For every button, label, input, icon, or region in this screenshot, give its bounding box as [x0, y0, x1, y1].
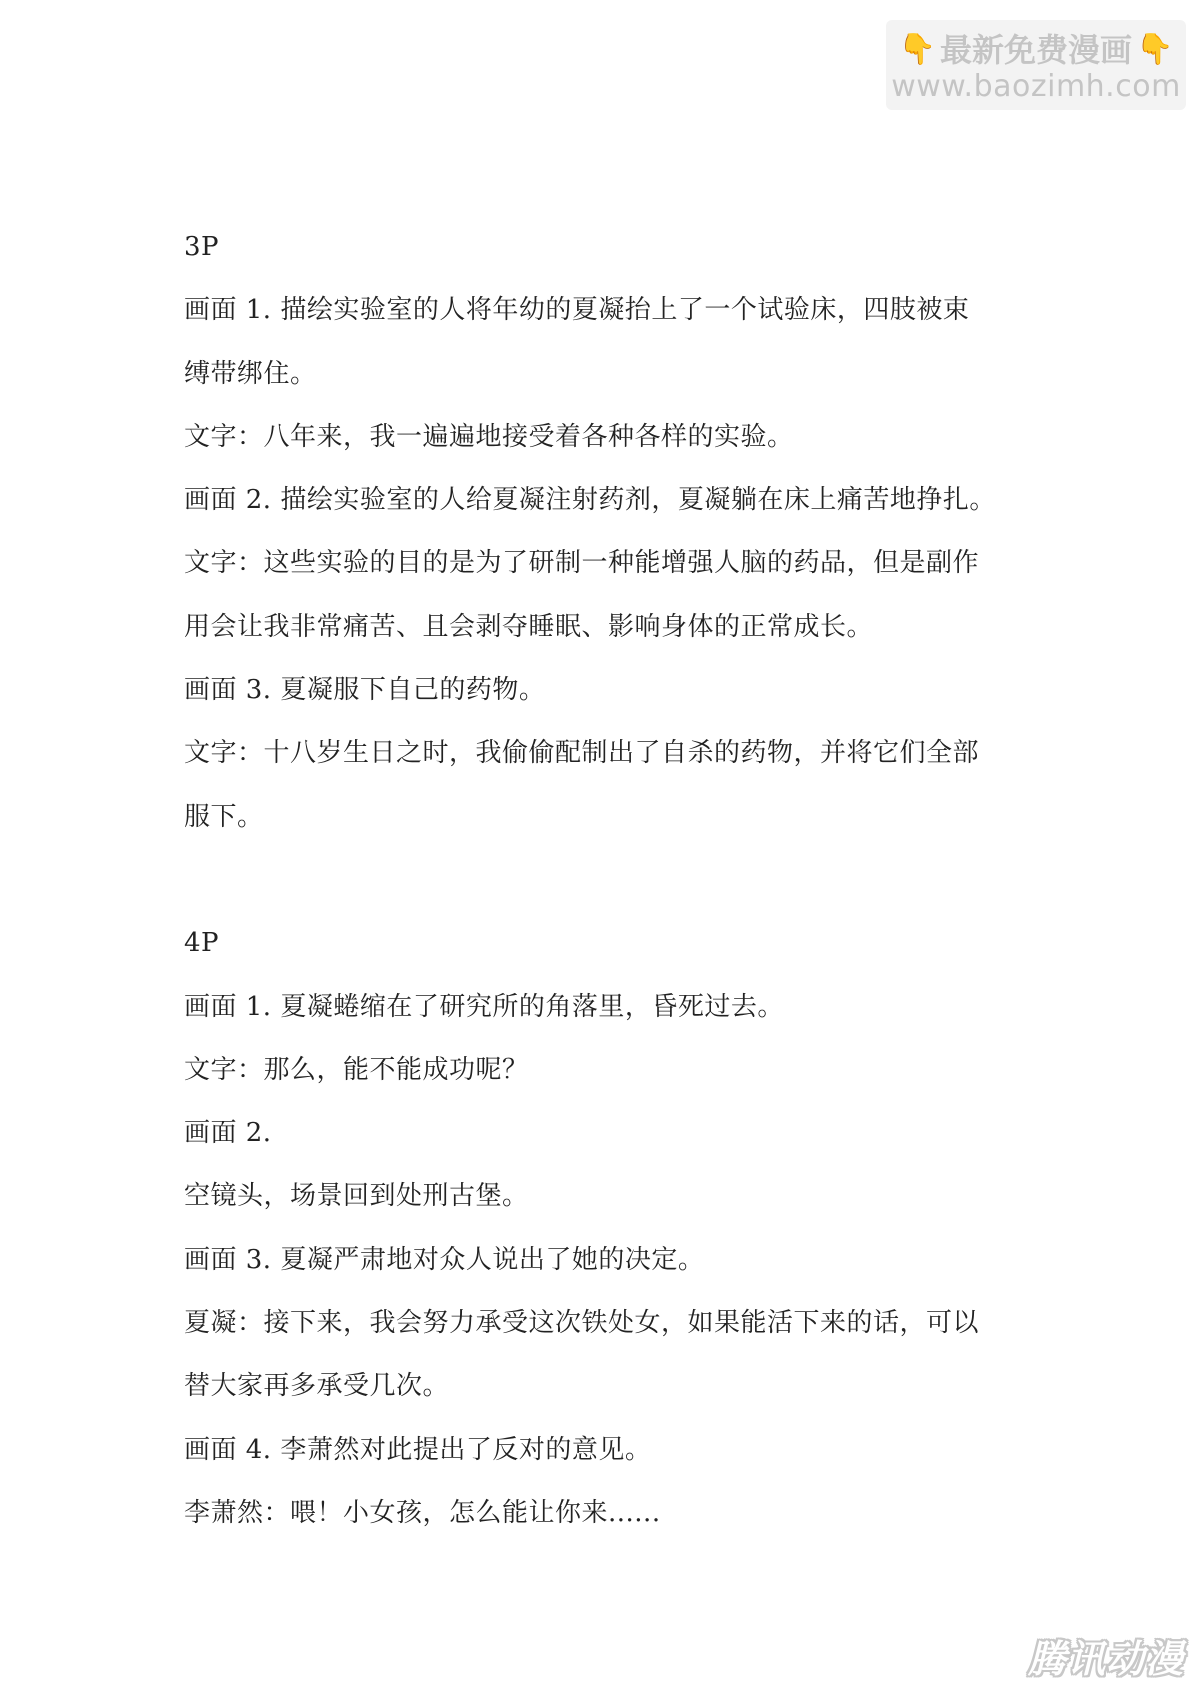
- paragraph-line: 服下。: [184, 801, 264, 832]
- watermark-banner: [886, 20, 1186, 110]
- paragraph-line: 文字：那么，能不能成功呢？: [184, 1054, 529, 1085]
- section-heading: 3P: [184, 232, 220, 262]
- section-4p: [184, 912, 1044, 1545]
- paragraph-line: 李萧然：喂！小女孩，怎么能让你来......: [184, 1497, 661, 1528]
- pointing-down-hand-icon: 👇: [898, 32, 936, 67]
- paragraph-line: 替大家再多承受几次。: [184, 1371, 450, 1402]
- paragraph-line: 画面 1. 夏凝蜷缩在了研究所的角落里，昏死过去。: [184, 991, 784, 1022]
- paragraph-line: 文字：八年来，我一遍遍地接受着各种各样的实验。: [184, 421, 794, 452]
- section-3p: [184, 216, 1044, 849]
- watermark-url: www.baozimh.com: [891, 69, 1181, 104]
- paragraph-line: 缚带绑住。: [184, 358, 317, 389]
- paragraph-line: 夏凝：接下来，我会努力承受这次铁处女，如果能活下来的话，可以: [184, 1308, 980, 1339]
- paragraph-line: 画面 3. 夏凝严肃地对众人说出了她的决定。: [184, 1244, 705, 1275]
- pointing-down-hand-icon: 👇: [1136, 32, 1174, 67]
- paragraph-line: 画面 3. 夏凝服下自己的药物。: [184, 675, 546, 706]
- paragraph-line: 画面 4. 李萧然对此提出了反对的意见。: [184, 1434, 652, 1465]
- paragraph-line: 空镜头，场景回到处刑古堡。: [184, 1181, 529, 1212]
- paragraph-line: 画面 2. 描绘实验室的人给夏凝注射药剂，夏凝躺在床上痛苦地挣扎。: [184, 485, 996, 516]
- paragraph-line: 用会让我非常痛苦、且会剥夺睡眠、影响身体的正常成长。: [184, 611, 874, 642]
- paragraph-line: 文字：这些实验的目的是为了研制一种能增强人脑的药品，但是副作: [184, 548, 980, 579]
- section-heading: 4P: [184, 928, 220, 959]
- footer-logo: 腾讯动漫: [1027, 1637, 1184, 1681]
- paragraph-line: 画面 1. 描绘实验室的人将年幼的夏凝抬上了一个试验床，四肢被束: [184, 295, 970, 326]
- paragraph-line: 文字：十八岁生日之时，我偷偷配制出了自杀的药物，并将它们全部: [184, 738, 980, 769]
- watermark-title: 最新免费漫画: [939, 31, 1132, 69]
- section-spacer: [184, 849, 1044, 912]
- document-body: [184, 216, 1044, 1545]
- paragraph-line: 画面 2.: [184, 1118, 272, 1149]
